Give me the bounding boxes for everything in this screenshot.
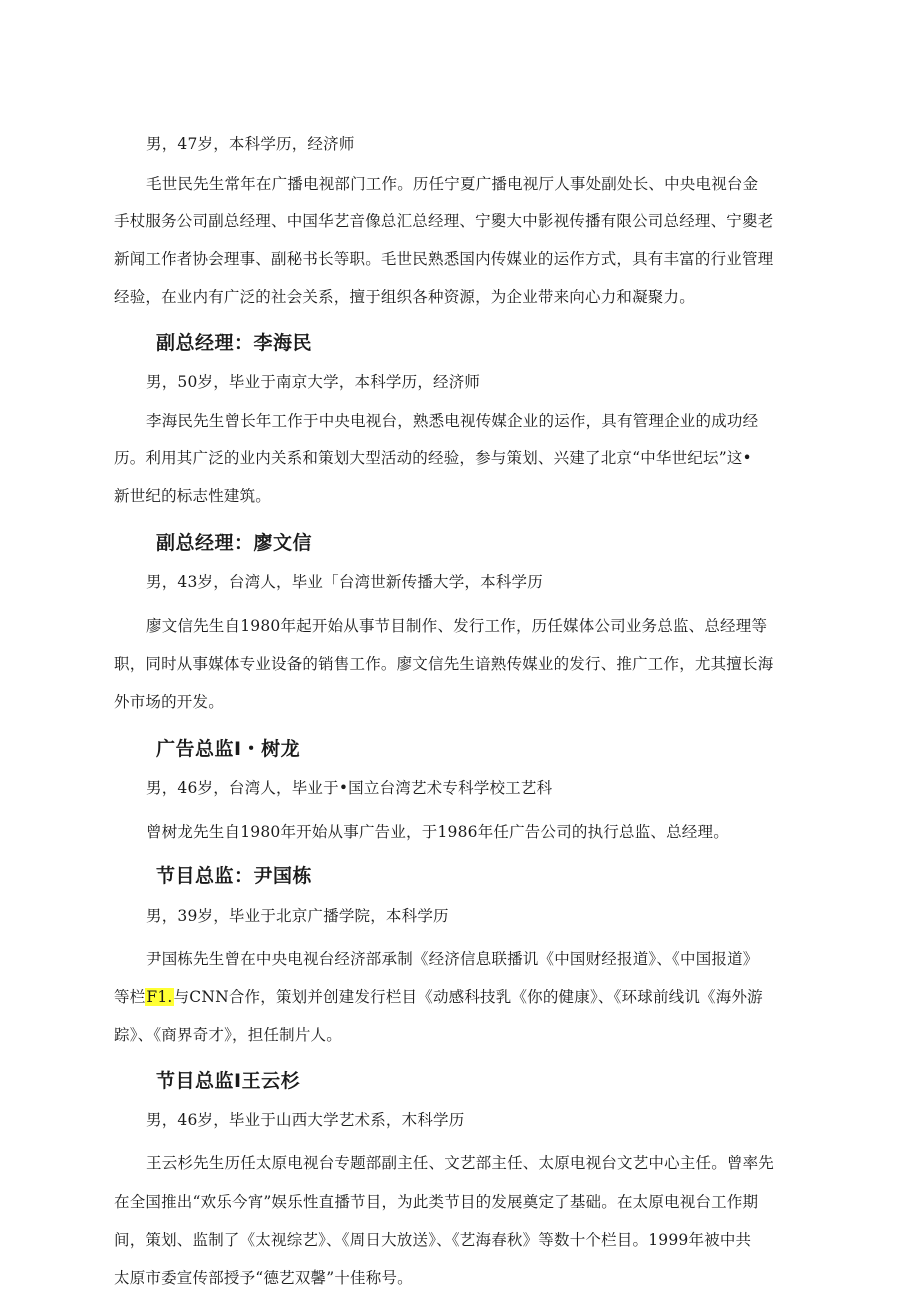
highlighted-text: F1. — [146, 988, 173, 1006]
liao-bio-line-1: 廖文信先生自1980年起开始从事节目制作、发行工作，历任媒体公司业务总监、总经理等 — [146, 617, 768, 635]
li-bio-line-1: 李海民先生曾长年工作于中央电视台，熟悉电视传媒企业的运作，具有管理企业的成功经 — [146, 412, 759, 430]
wang-bio-line-2: 在全国推出“欢乐今宵”娱乐性直播节目，为此类节目的发展奠定了基础。在太原电视台工作期 — [114, 1193, 759, 1211]
zeng-bio-line-1: 曾树龙先生自1980年开始从事广告业，于1986年任广告公司的执行总监、总经理。 — [146, 823, 729, 841]
liao-bio-line-2: 职，同时从事媒体专业设备的销售工作。廖文信先生谙熟传媒业的发行、推广工作，尤其擅长海 — [114, 655, 774, 673]
mao-bio-line-4: 经验，在业内有广泛的社会关系，擅于组织各种资源，为企业带来向心力和凝聚力。 — [114, 288, 695, 306]
mao-bio-line-2: 手杖服务公司副总经理、中国华艺音像总汇总经理、宁夓大中影视传播有限公司总经理、宁夓老 — [114, 212, 774, 230]
wang-bio-line-4: 太原市委宣传部授予“德艺双馨”十佳称号。 — [114, 1269, 413, 1287]
yin-bio-line-2-start: 等栏 — [114, 988, 146, 1006]
li-section-title: 副总经理：李海民 — [156, 332, 313, 354]
liao-info: 男，43岁，台湾人，毕业「台湾世新传播大学，本科学历 — [146, 573, 543, 591]
yin-bio-line-3: 踪》、《商界奇才》，担任制片人。 — [114, 1026, 342, 1044]
yin-info: 男，39岁，毕业于北京广播学院，本科学历 — [146, 907, 449, 925]
li-bio-line-3: 新世纪的标志性建筑。 — [114, 487, 272, 505]
wang-bio-line-1: 王云杉先生历任太原电视台专题部副主任、文艺部主任、太原电视台文艺中心主任。曾率先 — [146, 1154, 775, 1172]
li-info: 男，50岁，毕业于南京大学，本科学历，经济师 — [146, 373, 481, 391]
zeng-info: 男，46岁，台湾人，毕业于•国立台湾艺术专科学校工艺科 — [146, 779, 553, 797]
wang-bio-line-3: 间，策划、监制了《太视综艺》、《周日大放送》、《艺海春秋》等数十个栏目。1999年被中共 — [114, 1231, 752, 1249]
yin-bio-line-1: 尹国栋先生曾在中央电视台经济部承制《经济信息联播讥《中国财经报道》、《中国报道》 — [146, 950, 759, 968]
mao-bio-line-1: 毛世民先生常年在广播电视部门工作。历任宁夏广播电视厅人事处副处长、中央电视台金 — [146, 175, 759, 193]
li-bio-line-2: 历。利用其广泛的业内关系和策划大型活动的经验，参与策划、兴建了北京“中华世纪坛”这• — [114, 449, 752, 467]
wang-section-title: 节目总监I王云杉 — [156, 1070, 301, 1092]
liao-section-title: 副总经理：廖文信 — [156, 532, 313, 554]
yin-bio-line-2 — [114, 985, 763, 1007]
mao-info: 男，47岁，本科学历，经济师 — [146, 135, 355, 153]
zeng-section-title: 广告总监I・树龙 — [156, 738, 301, 760]
wang-info: 男，46岁，毕业于山西大学艺术系，木科学历 — [146, 1111, 465, 1129]
yin-section-title: 节目总监：尹国栋 — [156, 865, 313, 887]
mao-bio-line-3: 新闻工作者协会理事、副秘书长等职。毛世民熟悉国内传媒业的运作方式，具有丰富的行业管理 — [114, 250, 774, 268]
liao-bio-line-3: 外市场的开发。 — [114, 693, 224, 711]
yin-bio-line-2-end: 与CNN合作，策划并创建发行栏目《动感科技乳《你的健康》、《环球前线讥《海外游 — [173, 988, 763, 1006]
